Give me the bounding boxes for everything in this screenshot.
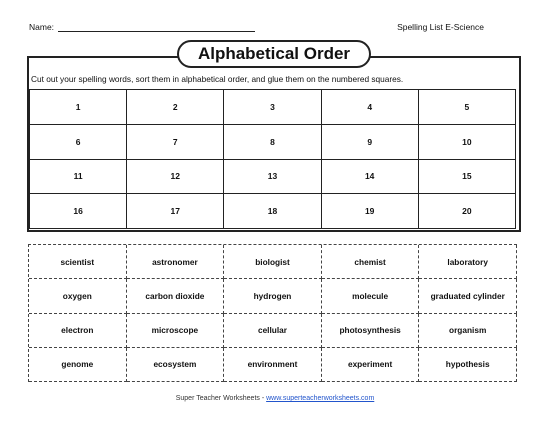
word-card[interactable]: hydrogen xyxy=(224,279,322,313)
name-line[interactable] xyxy=(58,31,255,32)
footer-link[interactable]: www.superteacherworksheets.com xyxy=(266,395,375,402)
numbered-square: 18 xyxy=(224,194,321,229)
numbered-square: 17 xyxy=(127,194,224,229)
word-card[interactable]: ecosystem xyxy=(127,348,225,382)
numbered-square: 16 xyxy=(30,194,127,229)
numbered-square: 19 xyxy=(322,194,419,229)
word-card[interactable]: organism xyxy=(419,314,517,348)
word-card[interactable]: laboratory xyxy=(419,245,517,279)
numbered-square: 3 xyxy=(224,90,321,125)
word-card[interactable]: carbon dioxide xyxy=(127,279,225,313)
spelling-list-title: Spelling List E-Science xyxy=(397,22,484,32)
word-card[interactable]: cellular xyxy=(224,314,322,348)
word-card[interactable]: environment xyxy=(224,348,322,382)
numbered-square: 1 xyxy=(30,90,127,125)
numbered-square: 10 xyxy=(419,125,516,160)
numbered-square: 2 xyxy=(127,90,224,125)
footer-text: Super Teacher Worksheets - xyxy=(175,395,267,402)
word-card[interactable]: chemist xyxy=(322,245,420,279)
numbered-square: 12 xyxy=(127,160,224,195)
word-card[interactable]: biologist xyxy=(224,245,322,279)
numbered-squares-grid xyxy=(29,89,516,229)
word-card[interactable]: scientist xyxy=(29,245,127,279)
numbered-square: 4 xyxy=(322,90,419,125)
word-card[interactable]: microscope xyxy=(127,314,225,348)
numbered-square: 7 xyxy=(127,125,224,160)
footer xyxy=(0,395,550,402)
word-card[interactable]: astronomer xyxy=(127,245,225,279)
word-card[interactable]: oxygen xyxy=(29,279,127,313)
name-label: Name: xyxy=(29,22,55,32)
numbered-square: 11 xyxy=(30,160,127,195)
word-card[interactable]: genome xyxy=(29,348,127,382)
word-card[interactable]: photosynthesis xyxy=(322,314,420,348)
word-card[interactable]: graduated cylinder xyxy=(419,279,517,313)
numbered-square: 5 xyxy=(419,90,516,125)
numbered-square: 15 xyxy=(419,160,516,195)
numbered-square: 20 xyxy=(419,194,516,229)
word-cutout-grid xyxy=(28,244,517,382)
numbered-square: 9 xyxy=(322,125,419,160)
word-card[interactable]: hypothesis xyxy=(419,348,517,382)
numbered-square: 8 xyxy=(224,125,321,160)
worksheet-title: Alphabetical Order xyxy=(177,40,371,68)
numbered-square: 13 xyxy=(224,160,321,195)
word-card[interactable]: experiment xyxy=(322,348,420,382)
instructions: Cut out your spelling words, sort them in alphabetical order, and glue them on the numbered squares. xyxy=(31,74,404,84)
numbered-square: 6 xyxy=(30,125,127,160)
word-card[interactable]: electron xyxy=(29,314,127,348)
numbered-square: 14 xyxy=(322,160,419,195)
word-card[interactable]: molecule xyxy=(322,279,420,313)
